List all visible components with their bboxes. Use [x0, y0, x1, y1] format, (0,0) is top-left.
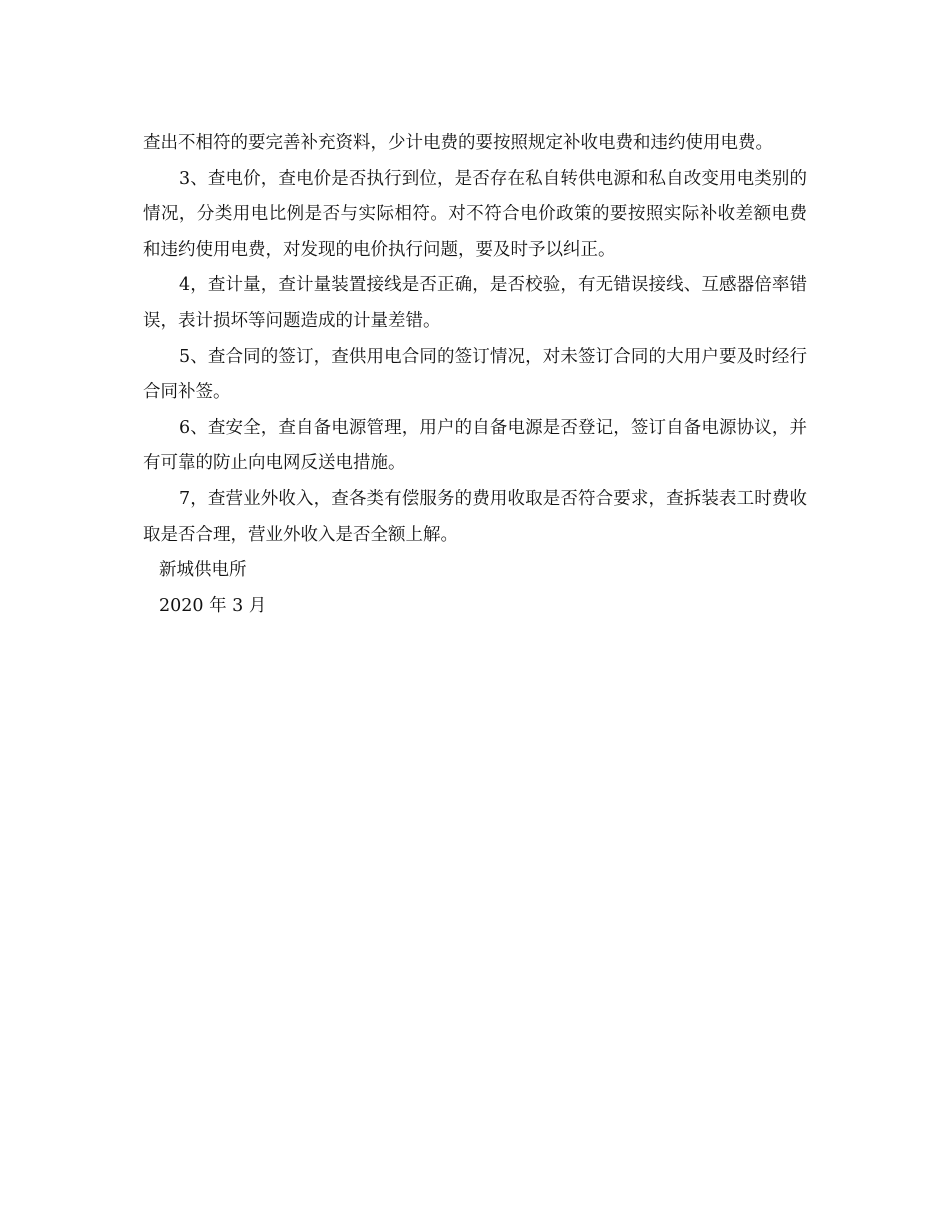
signature-organization: 新城供电所	[159, 560, 247, 581]
paragraph-continuation: 查出不相符的要完善补充资料，少计电费的要按照规定补收电费和违约使用电费。	[143, 133, 773, 153]
paragraph-item-6: 6、查安全，查自备电源管理，用户的自备电源是否登记，签订自备电源协议，并有可靠的防止向电网反送电措施。	[143, 417, 807, 474]
paragraph-item-7: 7，查营业外收入，查各类有偿服务的费用收取是否符合要求，查拆装表工时费收取是否合理，营业外收入是否全额上解。	[143, 488, 807, 545]
signature-date: 2020 年 3 月	[159, 595, 267, 616]
paragraph-item-5: 5、查合同的签订，查供用电合同的签订情况，对未签订合同的大用户要及时经行合同补签。	[143, 346, 807, 403]
document-body	[143, 126, 807, 624]
paragraph-item-3: 3、查电价，查电价是否执行到位，是否存在私自转供电源和私自改变用电类别的情况，分类用电比例是否与实际相符。对不符合电价政策的要按照实际补收差额电费和违约使用电费，对发现的电价执行问题，要及时予以纠正。	[143, 168, 807, 260]
paragraph-item-4: 4，查计量，查计量装置接线是否正确，是否校验，有无错误接线、互感器倍率错误，表计损坏等问题造成的计量差错。	[143, 275, 807, 331]
